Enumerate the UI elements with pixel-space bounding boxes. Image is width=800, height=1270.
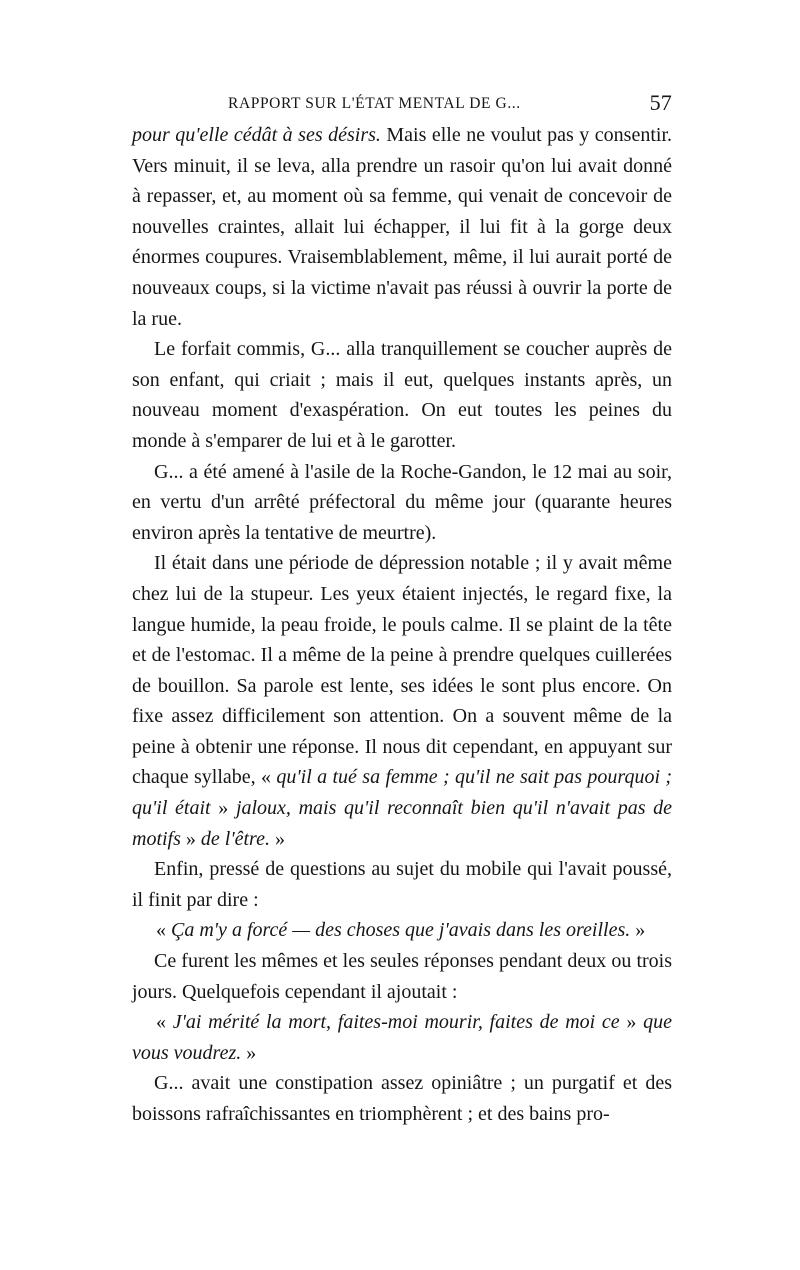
quotation-2 xyxy=(132,1007,672,1068)
quote-continuation-mark: » xyxy=(180,827,201,850)
quote-close-mark: » xyxy=(630,919,646,942)
quoted-speech-2: jaloux, mais qu'il reconnaît bien qu'il n'avait pas de motifs xyxy=(132,797,673,850)
quote-close-mark: » xyxy=(269,827,285,850)
page-number: 57 xyxy=(649,90,672,115)
paragraph-1-italic-opening: pour qu'elle cédât à ses désirs. xyxy=(132,124,381,146)
paragraph-5-text: Enfin, pressé de questions au sujet du mobile qui l'avait poussé, il finit par dire : xyxy=(132,858,672,911)
quote-open-mark: « xyxy=(156,1011,173,1034)
quotation-2-text-a: J'ai mérité la mort, faites-moi mourir, faites de moi ce xyxy=(172,1011,620,1034)
quote-continuation-mark: » xyxy=(210,797,236,820)
quoted-speech-1: qu'il a tué sa femme ; qu'il ne sait pas pourquoi ; qu'il était xyxy=(132,766,673,820)
paragraph-2-text: Le forfait commis, G... alla tranquillement se coucher auprès de son enfant, qui criait ; mais il eut, quelques instants après, un nouveau moment d'exaspération. On eut toutes les peines du monde à s'emparer de lui et à le garotter. xyxy=(132,338,672,452)
paragraph-2 xyxy=(132,334,672,456)
quotation-1 xyxy=(132,915,672,946)
running-title: RAPPORT SUR L'ÉTAT MENTAL DE G... xyxy=(228,95,521,112)
book-page xyxy=(132,92,672,1130)
paragraph-4-text: Il était dans une période de dépression notable ; il y avait même chez lui de la stupeur. Les yeux étaient injectés, le regard fixe, la langue humide, la peau froide, le pouls calme. Il se plaint de la tête et de l'estomac. Il a même de la peine à prendre quelques cuillerées de bouillon. Sa parole est lente, ses idées le sont plus encore. On fixe assez difficilement son attention. On a souvent même de la peine à obtenir une réponse. Il nous dit cependant, en appuyant sur chaque syllabe, xyxy=(132,552,672,789)
paragraph-5 xyxy=(132,854,672,915)
paragraph-9-text: G... avait une constipation assez opiniâtre ; un purgatif et des boissons rafraîchissantes en triomphèrent ; et des bains pro- xyxy=(132,1072,672,1125)
paragraph-1 xyxy=(132,120,672,334)
quoted-speech-3: de l'être. xyxy=(200,827,270,850)
paragraph-3-text: G... a été amené à l'asile de la Roche-Gandon, le 12 mai au soir, en vertu d'un arrêté préfectoral du même jour (quarante heures environ après la tentative de meurtre). xyxy=(132,460,672,544)
paragraph-4 xyxy=(132,548,672,854)
quotation-2-text-b: que vous voudrez. xyxy=(132,1011,673,1064)
paragraph-9 xyxy=(132,1068,672,1129)
quote-close-mark: » xyxy=(241,1041,257,1064)
paragraph-1-text: Mais elle ne voulut pas y consentir. Vers minuit, il se leva, alla prendre un rasoir qu'on lui avait donné à repasser, et, au moment où sa femme, qui venait de concevoir de nouvelles craintes, allait lui échapper, il lui fit à la gorge deux énormes coupures. Vraisemblablement, même, il lui aurait porté de nouveaux coups, si la victime n'avait pas réussi à ouvrir la porte de la rue. xyxy=(132,124,672,330)
quote-open-mark: « xyxy=(156,919,171,942)
quote-open-mark: « xyxy=(261,766,277,789)
running-head xyxy=(132,92,672,120)
paragraph-7 xyxy=(132,946,672,1007)
quotation-1-text: Ça m'y a forcé — des choses que j'avais dans les oreilles. xyxy=(171,919,631,942)
paragraph-3 xyxy=(132,457,672,549)
paragraph-7-text: Ce furent les mêmes et les seules réponses pendant deux ou trois jours. Quelquefois cependant il ajoutait : xyxy=(132,950,672,1003)
quote-continuation-mark: » xyxy=(619,1011,644,1034)
body-text xyxy=(132,120,672,1130)
